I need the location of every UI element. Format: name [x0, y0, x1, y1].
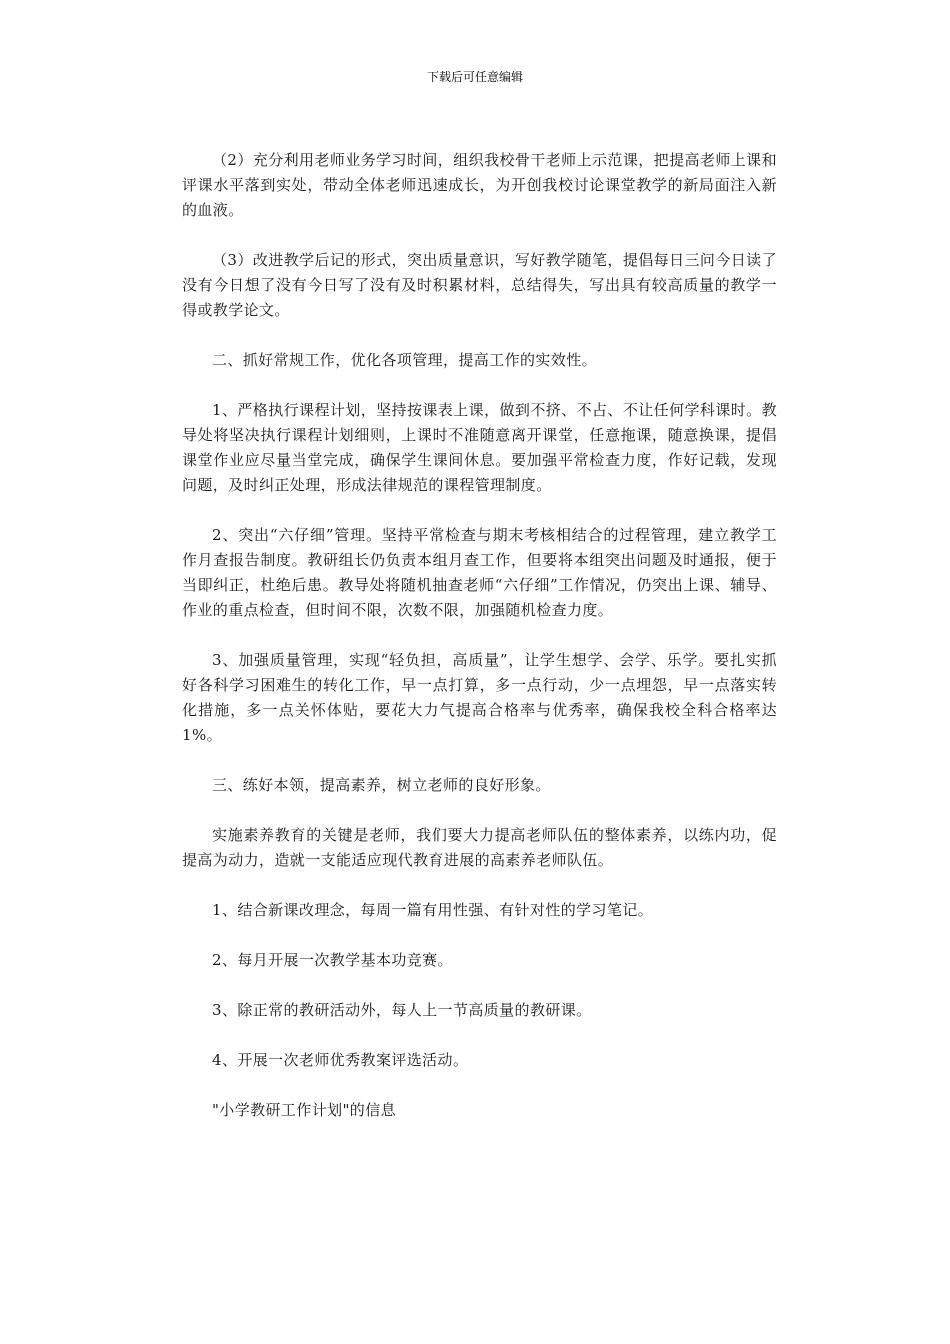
document-body	[182, 148, 777, 1123]
paragraph: （3）改进教学后记的形式，突出质量意识，写好教学随笔，提倡每日三问今日读了没有今日想了没有今日写了没有及时积累材料，总结得失，写出具有较高质量的教学一得或教学论文。	[182, 251, 777, 319]
list-item: 4、开展一次老师优秀教案评选活动。	[212, 1051, 469, 1069]
page-header: 下载后可任意编辑	[426, 70, 523, 84]
paragraph: 实施素养教育的关键是老师，我们要大力提高老师队伍的整体素养，以练内功，促提高为动力，造就一支能适应现代教育进展的高素养老师队伍。	[182, 826, 777, 869]
section-heading: 二、抓好常规工作，优化各项管理，提高工作的实效性。	[212, 351, 598, 369]
paragraph: 2、突出“六仔细”管理。坚持平常检查与期末考核相结合的过程管理，建立教学工作月查报告制度。教研组长仍负责本组月查工作，但要将本组突出问题及时通报，便于当即纠正，杜绝后患。教导处将随机抽查老师“六仔细”工作情况，仍突出上课、辅导、作业的重点检查，但时间不限，次数不限，加强随机检查力度。	[182, 526, 777, 619]
paragraph: （2）充分利用老师业务学习时间，组织我校骨干老师上示范课，把提高老师上课和评课水平落到实处，带动全体老师迅速成长，为开创我校讨论课堂教学的新局面注入新的血液。	[182, 151, 777, 219]
closing-line: "小学教研工作计划"的信息	[212, 1101, 396, 1119]
list-item: 3、除正常的教研活动外，每人上一节高质量的教研课。	[212, 1001, 592, 1019]
list-item: 2、每月开展一次教学基本功竞赛。	[212, 951, 453, 969]
paragraph: 1、严格执行课程计划，坚持按课表上课，做到不挤、不占、不让任何学科课时。教导处将坚决执行课程计划细则，上课时不准随意离开课堂，任意拖课，随意换课，提倡课堂作业应尽量当堂完成，确保学生课间休息。要加强平常检查力度，作好记载，发现问题，及时纠正处理，形成法律规范的课程管理制度。	[182, 401, 777, 494]
list-item: 1、结合新课改理念，每周一篇有用性强、有针对性的学习笔记。	[212, 901, 654, 919]
section-heading: 三、练好本领，提高素养，树立老师的良好形象。	[212, 776, 551, 794]
paragraph: 3、加强质量管理，实现“轻负担，高质量”，让学生想学、会学、乐学。要扎实抓好各科学习困难生的转化工作，早一点打算，多一点行动，少一点埋怨，早一点落实转化措施，多一点关怀体贴，要花大力气提高合格率与优秀率，确保我校全科合格率达1%。	[182, 651, 777, 744]
